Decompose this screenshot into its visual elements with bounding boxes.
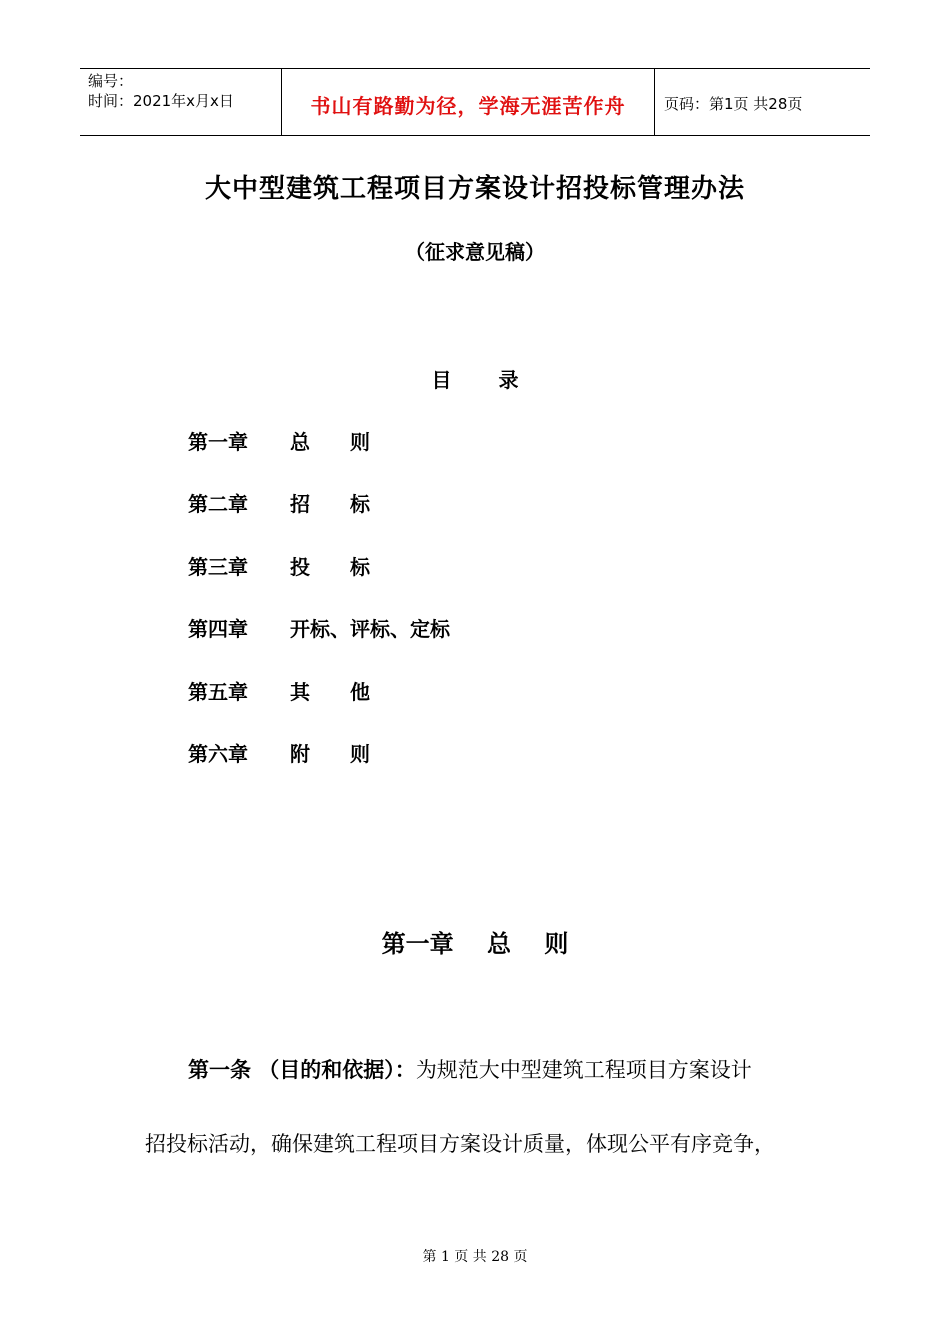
chapter-1-title: 第一章 总 则 [381,930,569,958]
toc-chapter-4: 第四章 [188,617,248,641]
header-top-rule [80,68,870,69]
toc-name-3: 投 标 [290,555,370,579]
article-1-text-1: 为规范大中型建筑工程项目方案设计 [415,1058,752,1082]
document-subtitle: （征求意见稿） [405,240,545,264]
toc-name-2: 招 标 [290,492,370,516]
toc-name-5: 其 他 [290,680,370,704]
toc-name-4: 开标、评标、定标 [290,617,450,641]
toc-heading: 目 录 [431,368,519,392]
article-1-label: 第一条 （目的和依据）： [188,1058,416,1082]
article-1-line-2: 招投标活动，确保建筑工程项目方案设计质量，体现公平有序竞争， [145,1132,775,1156]
toc-chapter-6: 第六章 [188,742,248,766]
toc-name-1: 总 则 [290,430,370,454]
document-time-label: 时间：2021年x月x日 [88,92,234,110]
header-bottom-rule [80,135,870,136]
toc-name-6: 附 则 [290,742,370,766]
header-meta [88,71,234,111]
header-motto: 书山有路勤为径，学海无涯苦作舟 [310,94,626,118]
header-divider-right [654,68,655,136]
article-1-line-1 [188,1054,752,1084]
toc-chapter-5: 第五章 [188,680,248,704]
document-title: 大中型建筑工程项目方案设计招投标管理办法 [204,174,745,204]
header-divider-left [281,68,282,136]
toc-chapter-1: 第一章 [188,430,248,454]
toc-chapter-3: 第三章 [188,555,248,579]
page-footer: 第 1 页 共 28 页 [422,1249,528,1265]
toc-chapter-2: 第二章 [188,492,248,516]
header-page-info: 页码：第1页 共28页 [664,95,803,113]
document-number-label: 编号： [88,72,134,90]
